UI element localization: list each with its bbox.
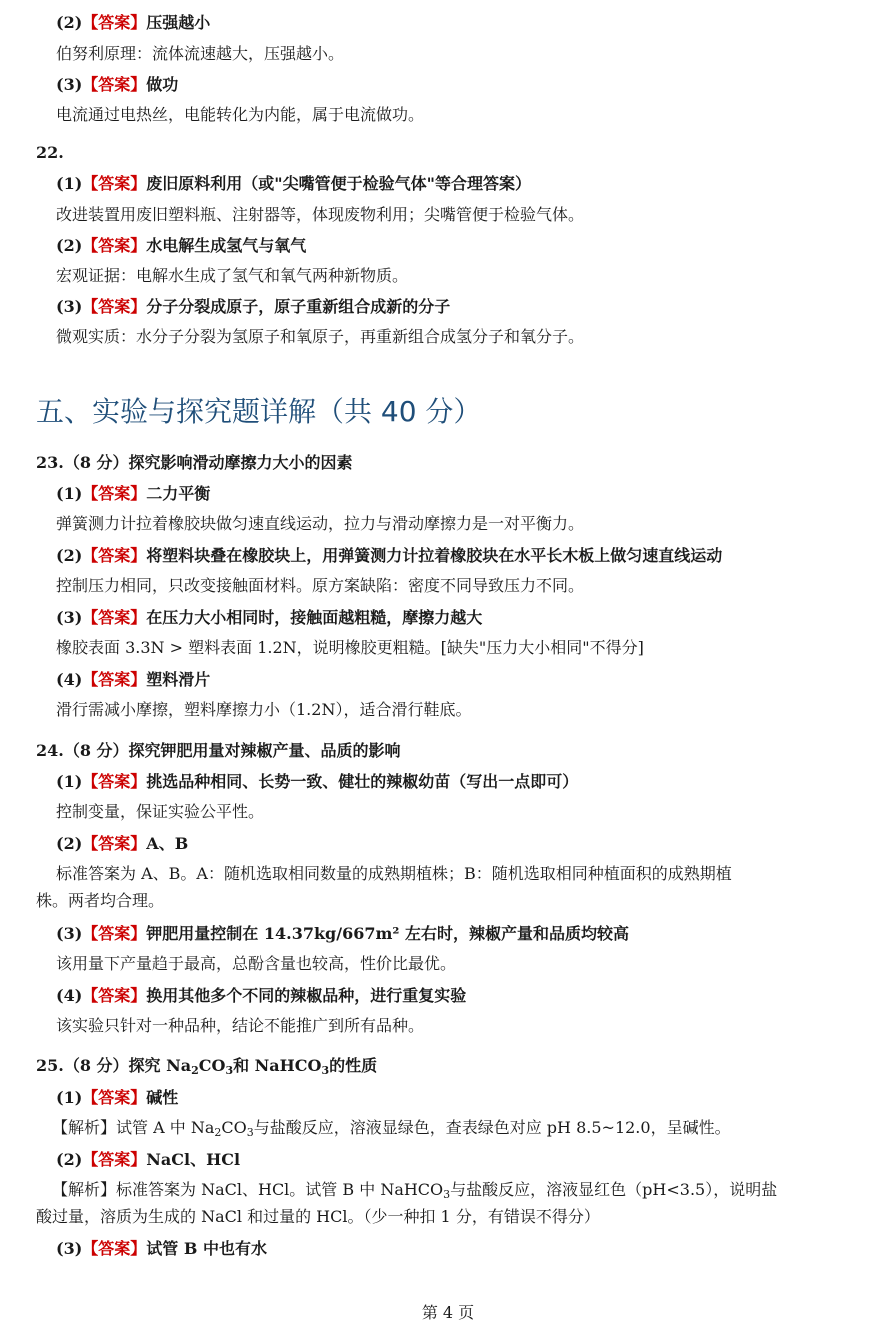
answer-tag: 【答案】 (82, 546, 147, 565)
answer-line (56, 985, 466, 1007)
answer-tag: 【答案】 (82, 236, 147, 255)
text-fragment: 和 NaHCO (233, 1056, 322, 1075)
answer-number: (3) (56, 1239, 83, 1258)
explanation-line-continued: 酸过量，溶质为生成的 NaCl 和过量的 HCl。（少一种扣 1 分，有错误不得分） (36, 1207, 600, 1226)
text-fragment: CO (221, 1118, 247, 1137)
answer-number: (1) (56, 772, 83, 791)
answer-text: A、B (146, 834, 189, 853)
answer-line (56, 1087, 178, 1109)
answer-tag: 【答案】 (82, 924, 147, 943)
answer-line (56, 669, 210, 691)
text-fragment: CO (198, 1056, 226, 1075)
answer-tag: 【答案】 (82, 1088, 147, 1107)
answer-text: 将塑料块叠在橡胶块上，用弹簧测力计拉着橡胶块在水平长木板上做匀速直线运动 (146, 546, 723, 565)
answer-line (56, 12, 210, 34)
answer-tag: 【答案】 (82, 834, 147, 853)
text-fragment: 【解析】标准答案为 NaCl、HCl。试管 B 中 NaHCO (52, 1180, 444, 1199)
answer-number: (4) (56, 670, 83, 689)
subscript: 3 (225, 1064, 234, 1077)
answer-line (56, 833, 188, 855)
explanation-line: 标准答案为 A、B。A：随机选取相同数量的成熟期植株；B：随机选取相同种植面积的成熟期植 (56, 864, 732, 883)
text-fragment: 与盐酸反应，溶液显红色（pH<3.5），说明盐 (450, 1180, 778, 1199)
answer-tag: 【答案】 (82, 75, 147, 94)
answer-number: (1) (56, 484, 83, 503)
answer-line (56, 771, 578, 793)
answer-text: 碱性 (146, 1088, 179, 1107)
question-heading (36, 1055, 377, 1077)
explanation-line: 改进装置用废旧塑料瓶、注射器等，体现废物利用；尖嘴管便于检验气体。 (56, 205, 585, 224)
subscript: 2 (191, 1064, 199, 1077)
explanation-line (52, 1179, 777, 1201)
text-fragment: 与盐酸反应，溶液显绿色，查表绿色对应 pH 8.5~12.0，呈碱性。 (253, 1118, 731, 1137)
explanation-line: 该实验只针对一种品种，结论不能推广到所有品种。 (56, 1016, 425, 1035)
section-heading: 五、实验与探究题详解（共 40 分） (36, 395, 482, 428)
answer-text: 压强越小 (146, 13, 211, 32)
answer-number: (2) (56, 1150, 83, 1169)
answer-number: (3) (56, 924, 83, 943)
answer-line (56, 1238, 267, 1260)
answer-text: 水电解生成氢气与氧气 (146, 236, 307, 255)
answer-line (56, 545, 722, 567)
answer-tag: 【答案】 (82, 670, 147, 689)
subscript: 3 (443, 1188, 451, 1201)
answer-number: (1) (56, 1088, 83, 1107)
answer-line (56, 607, 482, 629)
answer-tag: 【答案】 (82, 1239, 147, 1258)
answer-tag: 【答案】 (82, 484, 147, 503)
answer-line (56, 483, 210, 505)
answer-tag: 【答案】 (82, 608, 147, 627)
explanation-line: 微观实质：水分子分裂为氢原子和氧原子，再重新组合成氢分子和氧分子。 (56, 327, 585, 346)
answer-line (56, 923, 629, 945)
subscript: 3 (246, 1126, 254, 1139)
answer-tag: 【答案】 (82, 297, 147, 316)
answer-number: (2) (56, 236, 83, 255)
question-heading: 23.（8 分）探究影响滑动摩擦力大小的因素 (36, 453, 353, 472)
explanation-line: 滑行需减小摩擦，塑料摩擦力小（1.2N），适合滑行鞋底。 (56, 700, 472, 719)
answer-line (56, 173, 531, 195)
answer-tag: 【答案】 (82, 1150, 147, 1169)
answer-number: (2) (56, 546, 83, 565)
subscript: 2 (214, 1126, 222, 1139)
answer-line (56, 1149, 240, 1171)
question-number: 22. (36, 143, 64, 162)
answer-number: (1) (56, 174, 83, 193)
answer-tag: 【答案】 (82, 174, 147, 193)
answer-text: 钾肥用量控制在 14.37kg/667m² 左右时，辣椒产量和品质均较高 (146, 924, 629, 943)
answer-number: (4) (56, 986, 83, 1005)
answer-text: 塑料滑片 (146, 670, 211, 689)
subscript: 3 (321, 1064, 330, 1077)
answer-number: (3) (56, 75, 83, 94)
explanation-line: 宏观证据：电解水生成了氢气和氧气两种新物质。 (56, 266, 409, 285)
answer-text: 分子分裂成原子，原子重新组合成新的分子 (146, 297, 451, 316)
text-fragment: 的性质 (329, 1056, 378, 1075)
explanation-line (52, 1117, 731, 1139)
answer-tag: 【答案】 (82, 772, 147, 791)
explanation-line: 伯努利原理：流体流速越大，压强越小。 (56, 44, 345, 63)
explanation-line: 电流通过电热丝，电能转化为内能，属于电流做功。 (56, 105, 425, 124)
explanation-line-continued: 株。两者均合理。 (36, 891, 165, 910)
text-fragment: 【解析】试管 A 中 Na (52, 1118, 215, 1137)
answer-line (56, 74, 178, 96)
answer-number: (3) (56, 608, 83, 627)
answer-tag: 【答案】 (82, 13, 147, 32)
answer-tag: 【答案】 (82, 986, 147, 1005)
answer-text: 在压力大小相同时，接触面越粗糙，摩擦力越大 (146, 608, 483, 627)
answer-line (56, 235, 306, 257)
page-number: 第 4 页 (421, 1303, 475, 1322)
explanation-line: 橡胶表面 3.3N > 塑料表面 1.2N，说明橡胶更粗糙。[缺失"压力大小相同"不得分] (56, 638, 644, 657)
explanation-line: 控制变量，保证实验公平性。 (56, 802, 265, 821)
answer-text: 二力平衡 (146, 484, 211, 503)
answer-text: 挑选品种相同、长势一致、健壮的辣椒幼苗（写出一点即可） (146, 772, 579, 791)
text-fragment: 25.（8 分）探究 Na (36, 1056, 192, 1075)
explanation-line: 该用量下产量趋于最高，总酚含量也较高，性价比最优。 (56, 954, 457, 973)
answer-text: 试管 B 中也有水 (146, 1239, 267, 1258)
answer-number: (2) (56, 13, 83, 32)
answer-text: 做功 (146, 75, 179, 94)
question-heading: 24.（8 分）探究钾肥用量对辣椒产量、品质的影响 (36, 741, 401, 760)
answer-text: NaCl、HCl (146, 1150, 241, 1169)
answer-text: 废旧原料利用（或"尖嘴管便于检验气体"等合理答案） (146, 174, 531, 193)
answer-number: (2) (56, 834, 83, 853)
explanation-line: 弹簧测力计拉着橡胶块做匀速直线运动，拉力与滑动摩擦力是一对平衡力。 (56, 514, 585, 533)
explanation-line: 控制压力相同，只改变接触面材料。原方案缺陷：密度不同导致压力不同。 (56, 576, 585, 595)
answer-number: (3) (56, 297, 83, 316)
answer-text: 换用其他多个不同的辣椒品种，进行重复实验 (146, 986, 467, 1005)
answer-line (56, 296, 450, 318)
